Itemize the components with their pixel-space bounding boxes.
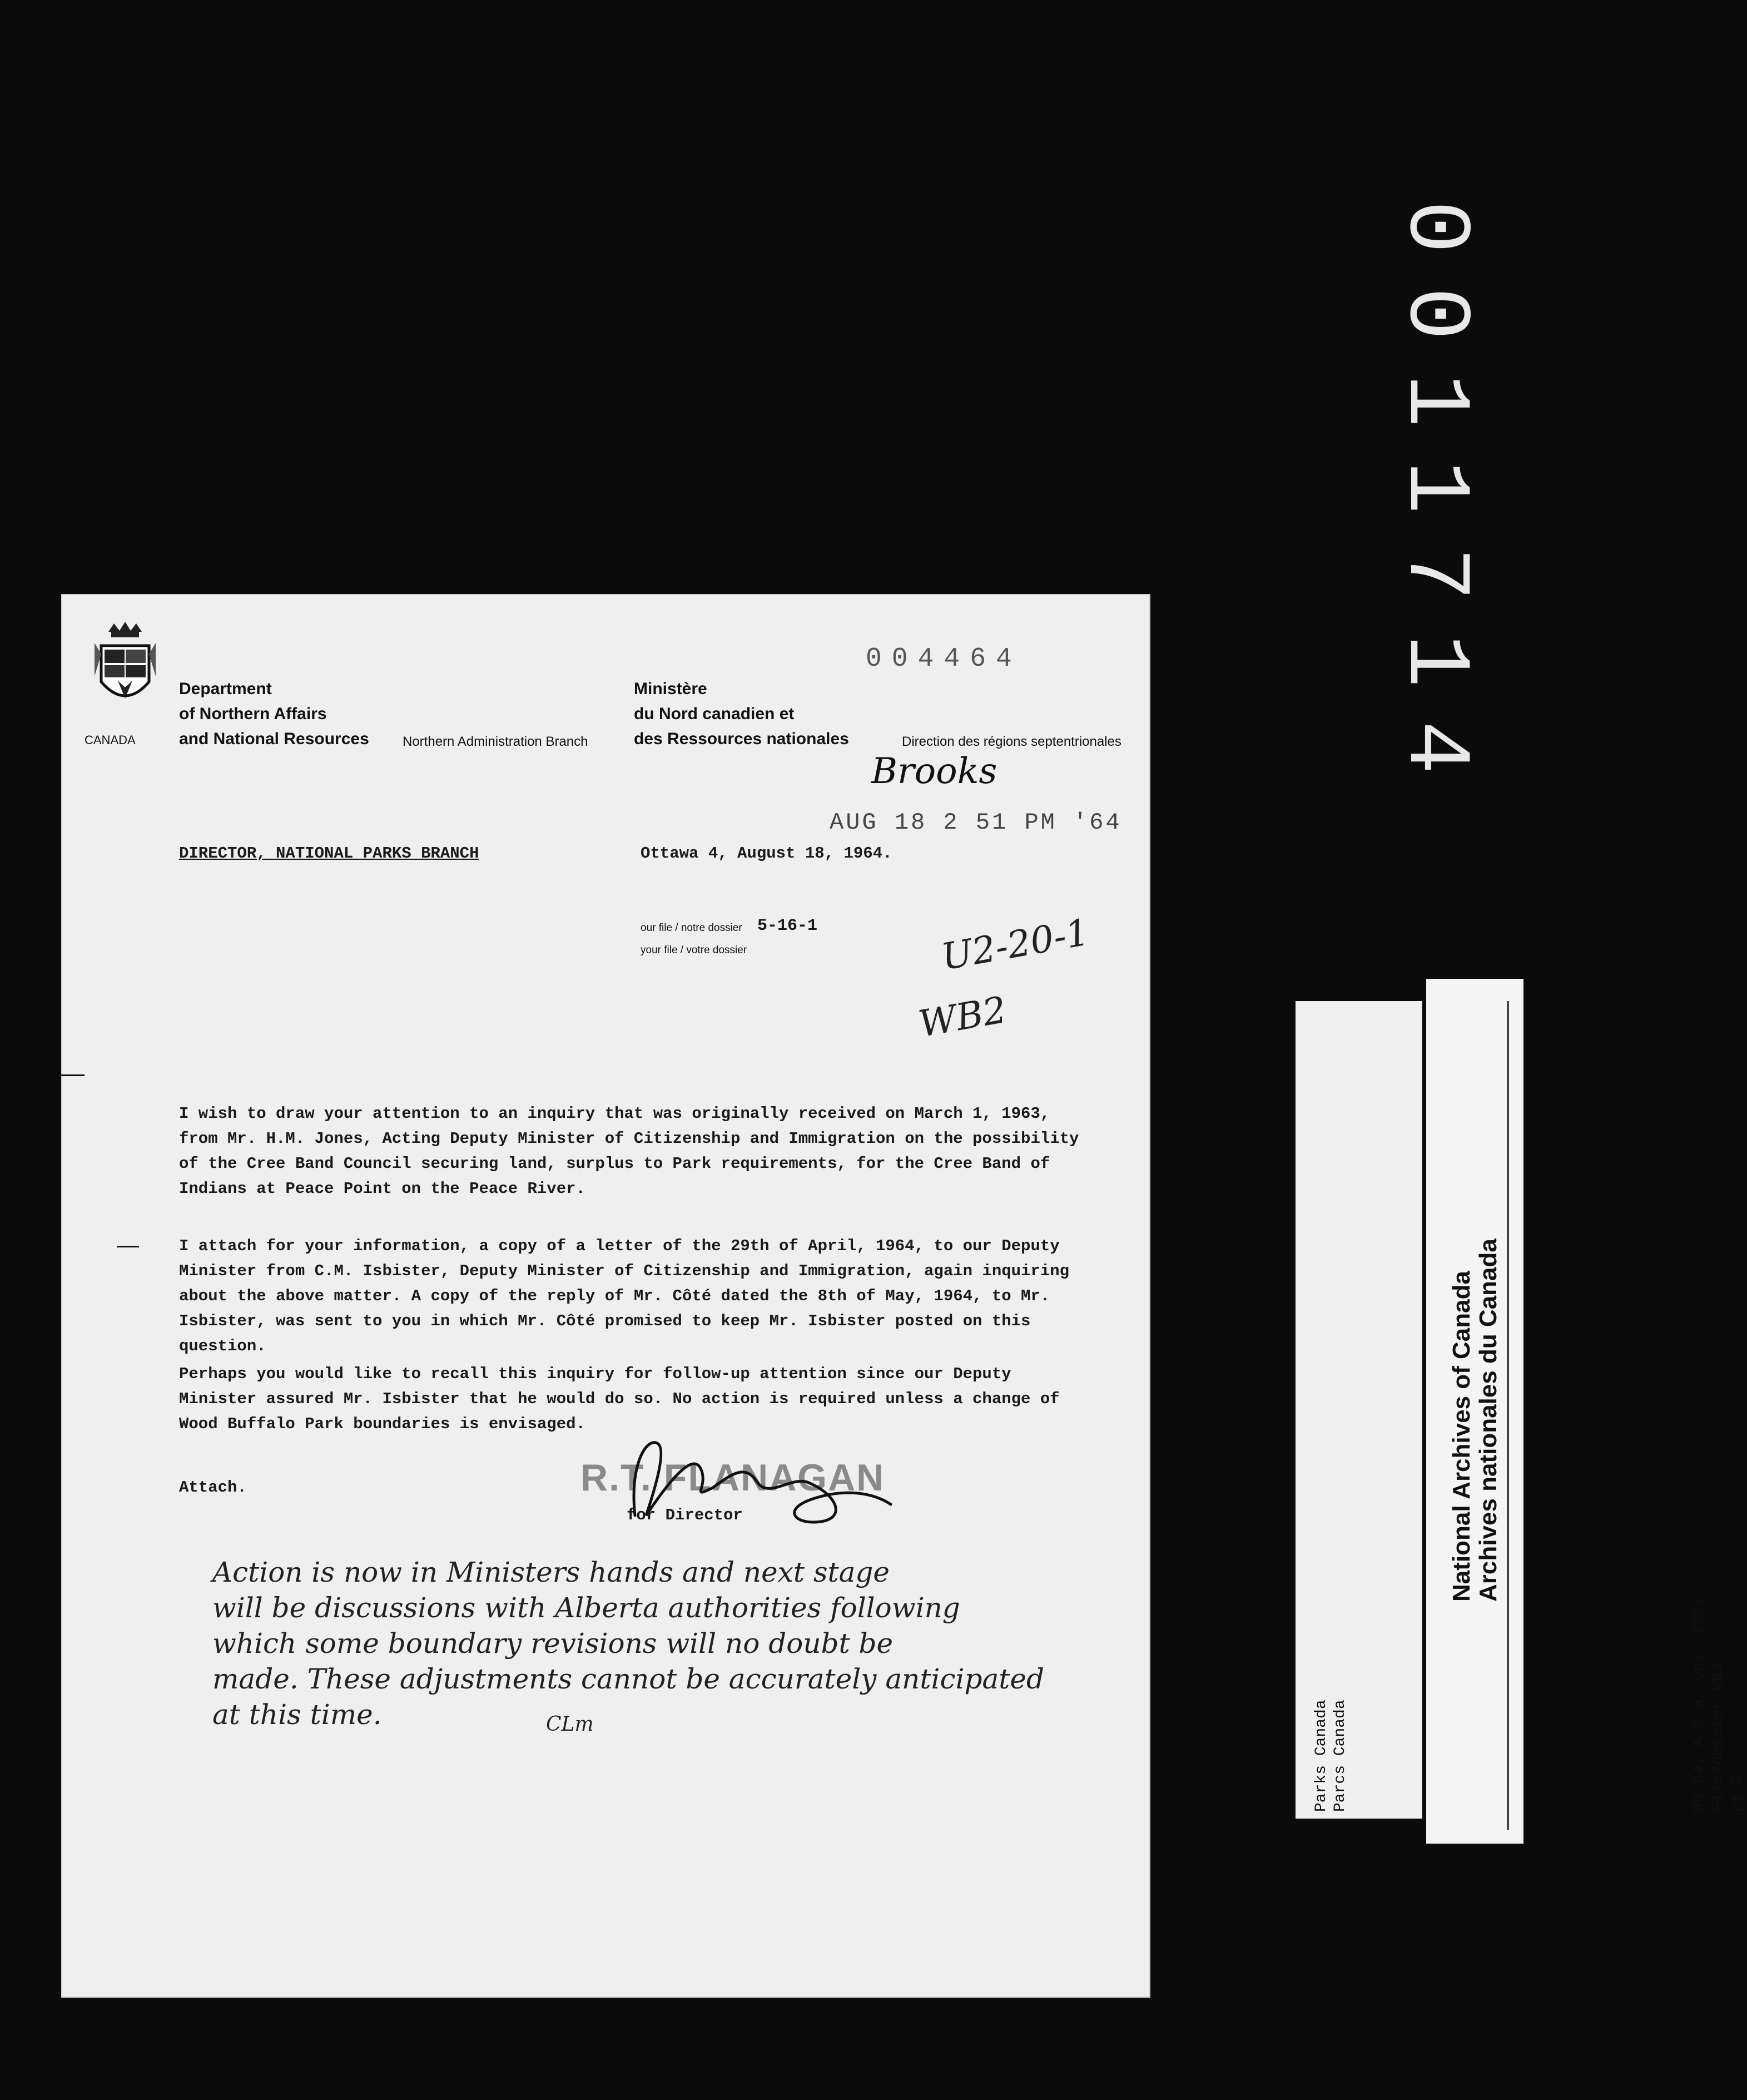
body-paragraph-2: I attach for your information, a copy of a letter of the 29th of April, 1964, to our Deputy Minister from C.M. Isbister, Deputy Minister of Citizenship and Immigration, again inquiring about the above matter. A copy of the reply of Mr. Côté dated the 8th of May, 1964, to Mr. Isbister, was sent to you in which Mr. Côté promised to keep Mr. Isbister posted on this question. [179,1237,1070,1355]
department-name-en-line-1: Department [179,680,272,698]
received-signature: Brooks [871,751,997,792]
signature-caption: for Director [627,1506,743,1524]
archives-name-en: National Archives of Canada [1448,1271,1475,1602]
archives-name-fr: Archives nationales du Canada [1475,1239,1502,1602]
canada-coat-of-arms-icon [89,621,161,715]
handwritten-file-number: U2-20-1 [938,910,1093,979]
film-frame-number: 0011714 [1384,200,1485,808]
body-paragraph-1: I wish to draw your attention to an inquiry that was originally received on March 1, 1963, from Mr. H.M. Jones, Acting Deputy Minister of Citizenship and Immigration on the possibility of the Cree Band Council securing land, surplus to Park requirements, for the Cree Band of Indians at Peace Point on the Peace River. [179,1105,1079,1198]
handwritten-note-line-3: which some boundary revisions will no doubt be [212,1627,894,1660]
department-name-fr-line-2: du Nord canadien et [634,705,795,723]
letter-page [62,595,1149,1997]
archive-reference: RG 84, A-2-a, vol. 2227 File/dossier WB2 pt 3 [1691,1597,1746,1812]
handwritten-note-line-2: will be discussions with Alberta authorities following [212,1592,960,1624]
department-name-fr-line-1: Ministère [634,680,707,698]
addressee: DIRECTOR, NATIONAL PARKS BRANCH [179,844,479,863]
handwritten-file-code: WB2 [915,988,1010,1046]
national-archives-label [1448,1157,1515,1602]
parks-canada-name: Parks Canada Parcs Canada [1313,1700,1349,1812]
handwritten-note-line-5: at this time. [212,1698,382,1731]
canada-label: CANADA [85,733,136,747]
document-number-stamp: 004464 [866,644,1022,674]
handwritten-initials: CLm [546,1713,594,1736]
our-file-label: our file / notre dossier [641,922,742,934]
your-file-label: your file / votre dossier [641,944,747,956]
margin-mark [61,1074,85,1076]
department-name-en-line-3: and National Resources [179,730,369,748]
branch-name-en: Northern Administration Branch [403,734,588,749]
branch-name-fr: Direction des régions septentrionales [902,734,1121,749]
signature-name-stamp: R.T. FLANAGAN [580,1457,885,1499]
department-name-fr-line-3: des Ressources nationales [634,730,849,748]
handwritten-note-line-1: Action is now in Ministers hands and next stage [212,1556,890,1588]
body-paragraph-3: Perhaps you would like to recall this inquiry for follow-up attention since our Deputy Minister assured Mr. Isbister that he would do so. No action is required unless a change of Wood Buffalo Park boundaries is envisaged. [179,1365,1060,1433]
handwritten-note-line-4: made. These adjustments cannot be accurately anticipated [212,1663,1044,1695]
department-name-en-line-2: of Northern Affairs [179,705,327,723]
our-file-number: 5-16-1 [757,917,818,935]
attach-label: Attach. [179,1478,247,1497]
received-date-stamp: AUG 18 2 51 PM '64 [830,809,1122,836]
place-and-date: Ottawa 4, August 18, 1964. [641,844,892,863]
margin-mark [117,1246,139,1247]
